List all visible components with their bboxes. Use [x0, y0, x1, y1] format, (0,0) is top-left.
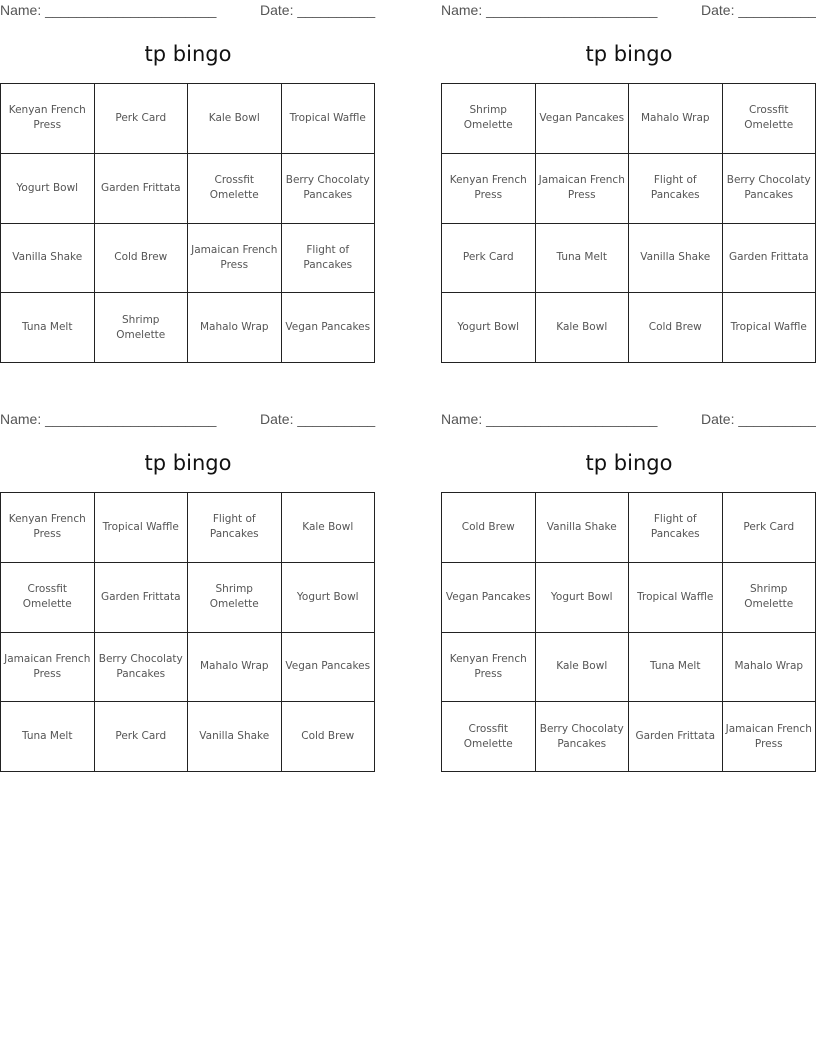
bingo-cell: Cold Brew [95, 224, 189, 294]
card-header [441, 0, 816, 22]
bingo-cell: Yogurt Bowl [536, 563, 630, 633]
bingo-cell: Yogurt Bowl [1, 154, 95, 224]
bingo-cell: Jamaican French Press [188, 224, 282, 294]
bingo-cell: Jamaican French Press [536, 154, 630, 224]
date-field-label: Date: __________ [260, 2, 376, 18]
bingo-cell: Mahalo Wrap [188, 633, 282, 703]
card-title: tp bingo [144, 451, 232, 475]
bingo-cell: Tropical Waffle [282, 84, 376, 154]
name-field-label: Name: ______________________ [0, 411, 217, 427]
bingo-cell: Mahalo Wrap [723, 633, 816, 703]
bingo-cell: Kenyan French Press [442, 633, 536, 703]
bingo-cell: Flight of Pancakes [629, 493, 723, 563]
bingo-cell: Crossfit Omelette [442, 702, 536, 772]
bingo-cell: Berry Chocolaty Pancakes [95, 633, 189, 703]
bingo-cell: Tuna Melt [1, 293, 95, 363]
bingo-cell: Vegan Pancakes [536, 84, 630, 154]
bingo-grid [441, 83, 816, 363]
bingo-cell: Tuna Melt [629, 633, 723, 703]
bingo-cell: Crossfit Omelette [723, 84, 816, 154]
bingo-cell: Flight of Pancakes [629, 154, 723, 224]
bingo-cell: Vanilla Shake [629, 224, 723, 294]
bingo-cell: Jamaican French Press [723, 702, 816, 772]
bingo-cell: Kenyan French Press [1, 84, 95, 154]
bingo-cell: Berry Chocolaty Pancakes [723, 154, 816, 224]
bingo-cell: Garden Frittata [723, 224, 816, 294]
bingo-cell: Mahalo Wrap [188, 293, 282, 363]
bingo-cell: Shrimp Omelette [442, 84, 536, 154]
bingo-cell: Crossfit Omelette [188, 154, 282, 224]
bingo-cell: Kale Bowl [188, 84, 282, 154]
bingo-cell: Garden Frittata [95, 154, 189, 224]
bingo-cell: Berry Chocolaty Pancakes [536, 702, 630, 772]
card-header [0, 0, 376, 22]
bingo-cell: Perk Card [95, 84, 189, 154]
card-header [0, 409, 376, 431]
bingo-cell: Cold Brew [282, 702, 376, 772]
bingo-cell: Vegan Pancakes [282, 293, 376, 363]
bingo-card-3 [0, 409, 376, 743]
bingo-cell: Kale Bowl [536, 633, 630, 703]
bingo-cell: Garden Frittata [629, 702, 723, 772]
bingo-cell: Vegan Pancakes [442, 563, 536, 633]
bingo-cell: Tuna Melt [536, 224, 630, 294]
date-field-label: Date: __________ [260, 411, 376, 427]
bingo-cell: Kenyan French Press [1, 493, 95, 563]
card-title: tp bingo [585, 42, 673, 66]
bingo-cell: Vanilla Shake [1, 224, 95, 294]
bingo-cell: Berry Chocolaty Pancakes [282, 154, 376, 224]
bingo-cell: Jamaican French Press [1, 633, 95, 703]
card-title: tp bingo [144, 42, 232, 66]
bingo-grid [441, 492, 816, 772]
name-field-label: Name: ______________________ [441, 411, 658, 427]
bingo-cell: Tropical Waffle [95, 493, 189, 563]
bingo-card-2 [441, 0, 816, 334]
bingo-cell: Tropical Waffle [723, 293, 816, 363]
bingo-card-4 [441, 409, 816, 750]
bingo-cell: Vegan Pancakes [282, 633, 376, 703]
bingo-cell: Yogurt Bowl [282, 563, 376, 633]
card-title: tp bingo [585, 451, 673, 475]
bingo-cell: Perk Card [442, 224, 536, 294]
date-field-label: Date: __________ [701, 2, 816, 18]
bingo-cell: Cold Brew [442, 493, 536, 563]
name-field-label: Name: ______________________ [0, 2, 217, 18]
bingo-cell: Mahalo Wrap [629, 84, 723, 154]
bingo-cell: Flight of Pancakes [282, 224, 376, 294]
bingo-cell: Tropical Waffle [629, 563, 723, 633]
bingo-cell: Crossfit Omelette [1, 563, 95, 633]
bingo-cell: Shrimp Omelette [723, 563, 816, 633]
bingo-grid [0, 83, 375, 363]
bingo-cell: Vanilla Shake [188, 702, 282, 772]
card-header [441, 409, 816, 431]
bingo-grid [0, 492, 375, 772]
bingo-cell: Tuna Melt [1, 702, 95, 772]
name-field-label: Name: ______________________ [441, 2, 658, 18]
bingo-cell: Vanilla Shake [536, 493, 630, 563]
date-field-label: Date: __________ [701, 411, 816, 427]
bingo-cell: Cold Brew [629, 293, 723, 363]
bingo-cell: Garden Frittata [95, 563, 189, 633]
bingo-cell: Shrimp Omelette [188, 563, 282, 633]
bingo-cell: Yogurt Bowl [442, 293, 536, 363]
bingo-cell: Flight of Pancakes [188, 493, 282, 563]
bingo-cell: Kale Bowl [536, 293, 630, 363]
bingo-cell: Kale Bowl [282, 493, 376, 563]
bingo-cell: Perk Card [95, 702, 189, 772]
bingo-cell: Kenyan French Press [442, 154, 536, 224]
bingo-cell: Shrimp Omelette [95, 293, 189, 363]
bingo-card-1 [0, 0, 376, 341]
bingo-cell: Perk Card [723, 493, 816, 563]
